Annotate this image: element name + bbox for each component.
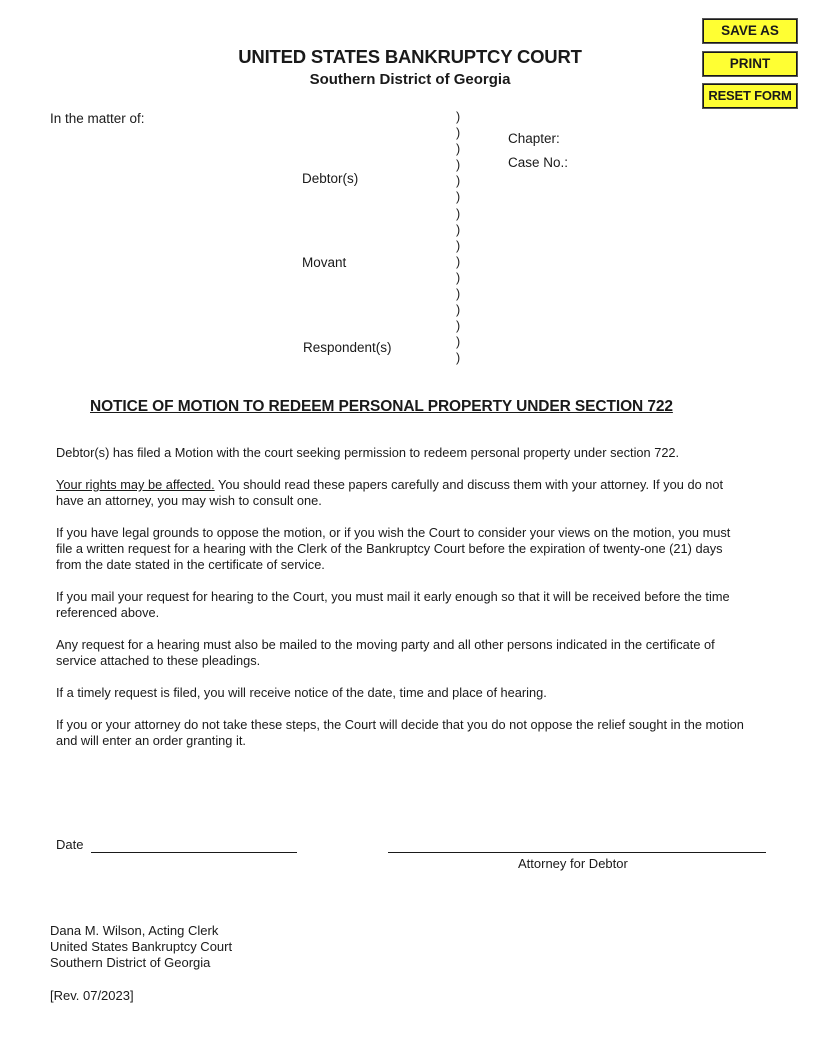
caption-paren: ) [456, 206, 461, 221]
case-no-label: Case No.: [508, 155, 569, 170]
reset-form-button[interactable]: RESET FORM [703, 84, 797, 108]
notice-paragraph: Debtor(s) has filed a Motion with the court seeking permission to redeem personal property under section 722. [56, 445, 680, 460]
notice-paragraph: If you mail your request for hearing to the Court, you must mail it early enough so that it will be received before the time referenced above. [56, 589, 730, 620]
chapter-label: Chapter: [508, 131, 560, 146]
notice-paragraph: Any request for a hearing must also be mailed to the moving party and all other persons indicated in the certificate of service attached to these pleadings. [56, 637, 715, 668]
notice-title: NOTICE OF MOTION TO REDEEM PERSONAL PROPERTY UNDER SECTION 722 [90, 398, 673, 415]
caption-paren: ) [456, 303, 461, 318]
in-matter-of-label: In the matter of: [50, 111, 145, 126]
court-title: UNITED STATES BANKRUPTCY COURT [238, 46, 582, 67]
attorney-signature-field[interactable] [388, 852, 766, 853]
caption-paren: ) [456, 270, 461, 285]
revision-date: [Rev. 07/2023] [50, 988, 134, 1003]
save-as-button[interactable]: SAVE AS [703, 19, 797, 43]
notice-paragraph: If you or your attorney do not take these steps, the Court will decide that you do not oppose the relief sought in the motion and will enter an order granting it. [56, 717, 744, 748]
clerk-block [50, 923, 232, 971]
caption-paren: ) [456, 222, 461, 237]
notice-body [56, 445, 746, 765]
date-label: Date [56, 837, 84, 852]
debtors-label: Debtor(s) [302, 171, 359, 186]
caption-paren: ) [456, 126, 461, 141]
caption-paren: ) [456, 110, 461, 124]
caption-paren: ) [456, 351, 461, 366]
notice-paragraph [56, 477, 746, 509]
caption-paren: ) [456, 319, 461, 334]
court-district: Southern District of Georgia [309, 71, 511, 88]
caption-paren: ) [456, 335, 461, 350]
caption-paren: ) [456, 174, 461, 189]
movant-label: Movant [302, 255, 347, 270]
caption-paren: ) [456, 158, 461, 173]
rights-affected-rest: You should read these papers carefully and discuss them with your attorney. If you do not have an attorney, you may wish to consult one. [56, 477, 724, 508]
clerk-name: Dana M. Wilson, Acting Clerk [50, 923, 219, 938]
caption-paren: ) [456, 142, 461, 157]
caption-divider [456, 109, 468, 367]
clerk-district: Southern District of Georgia [50, 955, 211, 970]
clerk-court: United States Bankruptcy Court [50, 939, 233, 954]
caption-paren: ) [456, 238, 461, 253]
rights-affected-text: Your rights may be affected. [56, 477, 215, 492]
date-field[interactable] [91, 852, 297, 853]
caption-paren: ) [456, 190, 461, 205]
notice-paragraph: If you have legal grounds to oppose the motion, or if you wish the Court to consider your views on the motion, you must file a written request for a hearing with the Clerk of the Bankruptcy Court before the expiration of twenty-one (21) days from the date stated in the certificate of service. [56, 525, 731, 572]
respondents-label: Respondent(s) [303, 340, 392, 355]
notice-paragraph: If a timely request is filed, you will receive notice of the date, time and place of hearing. [56, 685, 547, 700]
caption-paren: ) [456, 254, 461, 269]
attorney-label: Attorney for Debtor [518, 856, 628, 871]
print-button[interactable]: PRINT [703, 52, 797, 76]
caption-paren: ) [456, 287, 461, 302]
